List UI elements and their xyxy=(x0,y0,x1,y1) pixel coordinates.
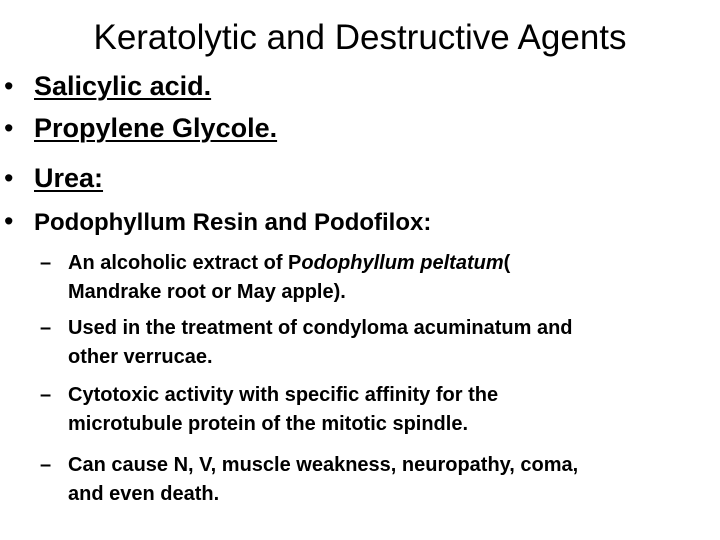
dash-marker: – xyxy=(40,252,52,274)
bullet-marker: • xyxy=(4,113,14,143)
subpoint-line: Used in the treatment of condyloma acuminatum and xyxy=(68,317,573,339)
subpoint-italic-text: odophyllum peltatum xyxy=(301,252,504,274)
dash-marker: – xyxy=(40,317,52,339)
subpoint-line: microtubule protein of the mitotic spindle. xyxy=(68,413,469,435)
bullet-marker: • xyxy=(4,71,14,101)
subpoint-line: Mandrake root or May apple). xyxy=(68,281,346,303)
subpoint-side-effects xyxy=(40,451,710,509)
subpoint-line: Can cause N, V, muscle weakness, neuropathy, coma, xyxy=(68,454,579,476)
bullet-text: Urea: xyxy=(34,163,104,193)
subpoint-line: and even death. xyxy=(68,483,220,505)
slide-title: Keratolytic and Destructive Agents xyxy=(93,18,627,57)
subpoint-line: Cytotoxic activity with specific affinity for the xyxy=(68,384,499,406)
bullet-propylene-glycole xyxy=(4,110,277,146)
dash-marker: – xyxy=(40,454,52,476)
dash-marker: – xyxy=(40,384,52,406)
bullet-salicylic-acid xyxy=(4,68,211,104)
subpoint-line: other verrucae. xyxy=(68,346,213,368)
bullet-text: Salicylic acid. xyxy=(34,71,212,101)
subpoint-text: ( xyxy=(503,252,511,274)
subpoint-line xyxy=(40,249,710,278)
bullet-podophyllum-resin xyxy=(4,203,431,241)
subpoint-cytotoxic xyxy=(40,381,710,439)
bullet-marker: • xyxy=(4,206,14,236)
bullet-text: Propylene Glycole. xyxy=(34,113,278,143)
bullet-text: Podophyllum Resin and Podofilox: xyxy=(34,209,432,236)
subpoint-treatment xyxy=(40,314,710,372)
bullet-urea xyxy=(4,160,103,196)
bullet-marker: • xyxy=(4,163,14,193)
subpoint-alcoholic-extract xyxy=(40,249,710,307)
subpoint-text: An alcoholic extract of P xyxy=(68,252,302,274)
